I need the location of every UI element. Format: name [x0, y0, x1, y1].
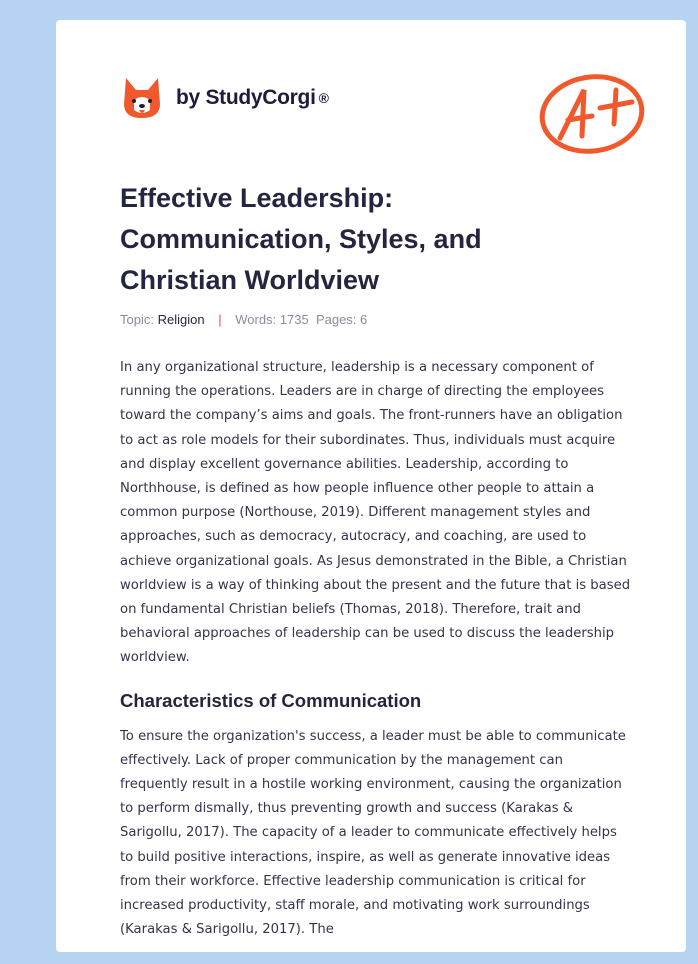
document-meta: [120, 312, 367, 327]
registered-mark: ®: [318, 90, 329, 106]
document-page: [56, 20, 686, 952]
section-heading: Characteristics of Communication: [120, 689, 422, 711]
intro-paragraph: In any organizational structure, leadership is a necessary component of running the operations. Leaders are in charge of directing the employees toward the company’s aims and goals. The front-runners have an obligation to act as role models for their subordinates. Thus, individuals must acquire and display excellent governance abilities. Leadership, according to Northhouse, is defined as how people influence other people to attain a common purpose (Northouse, 2019). Different management styles and approaches, such as democracy, autocracy, and coaching, are used to achieve organizational goals. As Jesus demonstrated in the Bible, a Christian worldview is a way of thinking about the present and the future that is based on fundamental Christian beliefs (Thomas, 2018). Therefore, trait and behavioral approaches of leadership can be used to discuss the leadership worldview.: [120, 360, 631, 666]
pages-count: 6: [360, 312, 368, 327]
corgi-icon: [122, 76, 162, 120]
topic-link[interactable]: Religion: [157, 312, 205, 327]
essay-body: [120, 356, 634, 942]
topic-label: Topic:: [120, 312, 154, 327]
studycorgi-logo[interactable]: [122, 76, 329, 120]
section-paragraph: To ensure the organization's success, a leader must be able to communicate effectively. Lack of proper communication by the management can frequently result in a hostile working environment, causing the organization to perform dismally, thus preventing growth and success (Karakas & Sarigollu, 2017). The capacity of a leader to communicate effectively helps to build positive interactions, inspire, as well as generate innovative ideas from their workforce. Effective leadership communication is critical for increased productivity, staff morale, and motivating work surroundings (Karakas & Sarigollu, 2017). The: [120, 728, 626, 938]
brand-name: by StudyCorgi: [176, 86, 316, 109]
page-title: Effective Leadership: Communication, Styles, and Christian Worldview: [120, 183, 482, 295]
words-label: Words:: [235, 312, 277, 327]
meta-separator: |: [218, 312, 222, 327]
a-plus-grade-icon: [538, 72, 648, 158]
pages-label: Pages:: [315, 312, 357, 327]
words-count: 1735: [279, 312, 309, 327]
